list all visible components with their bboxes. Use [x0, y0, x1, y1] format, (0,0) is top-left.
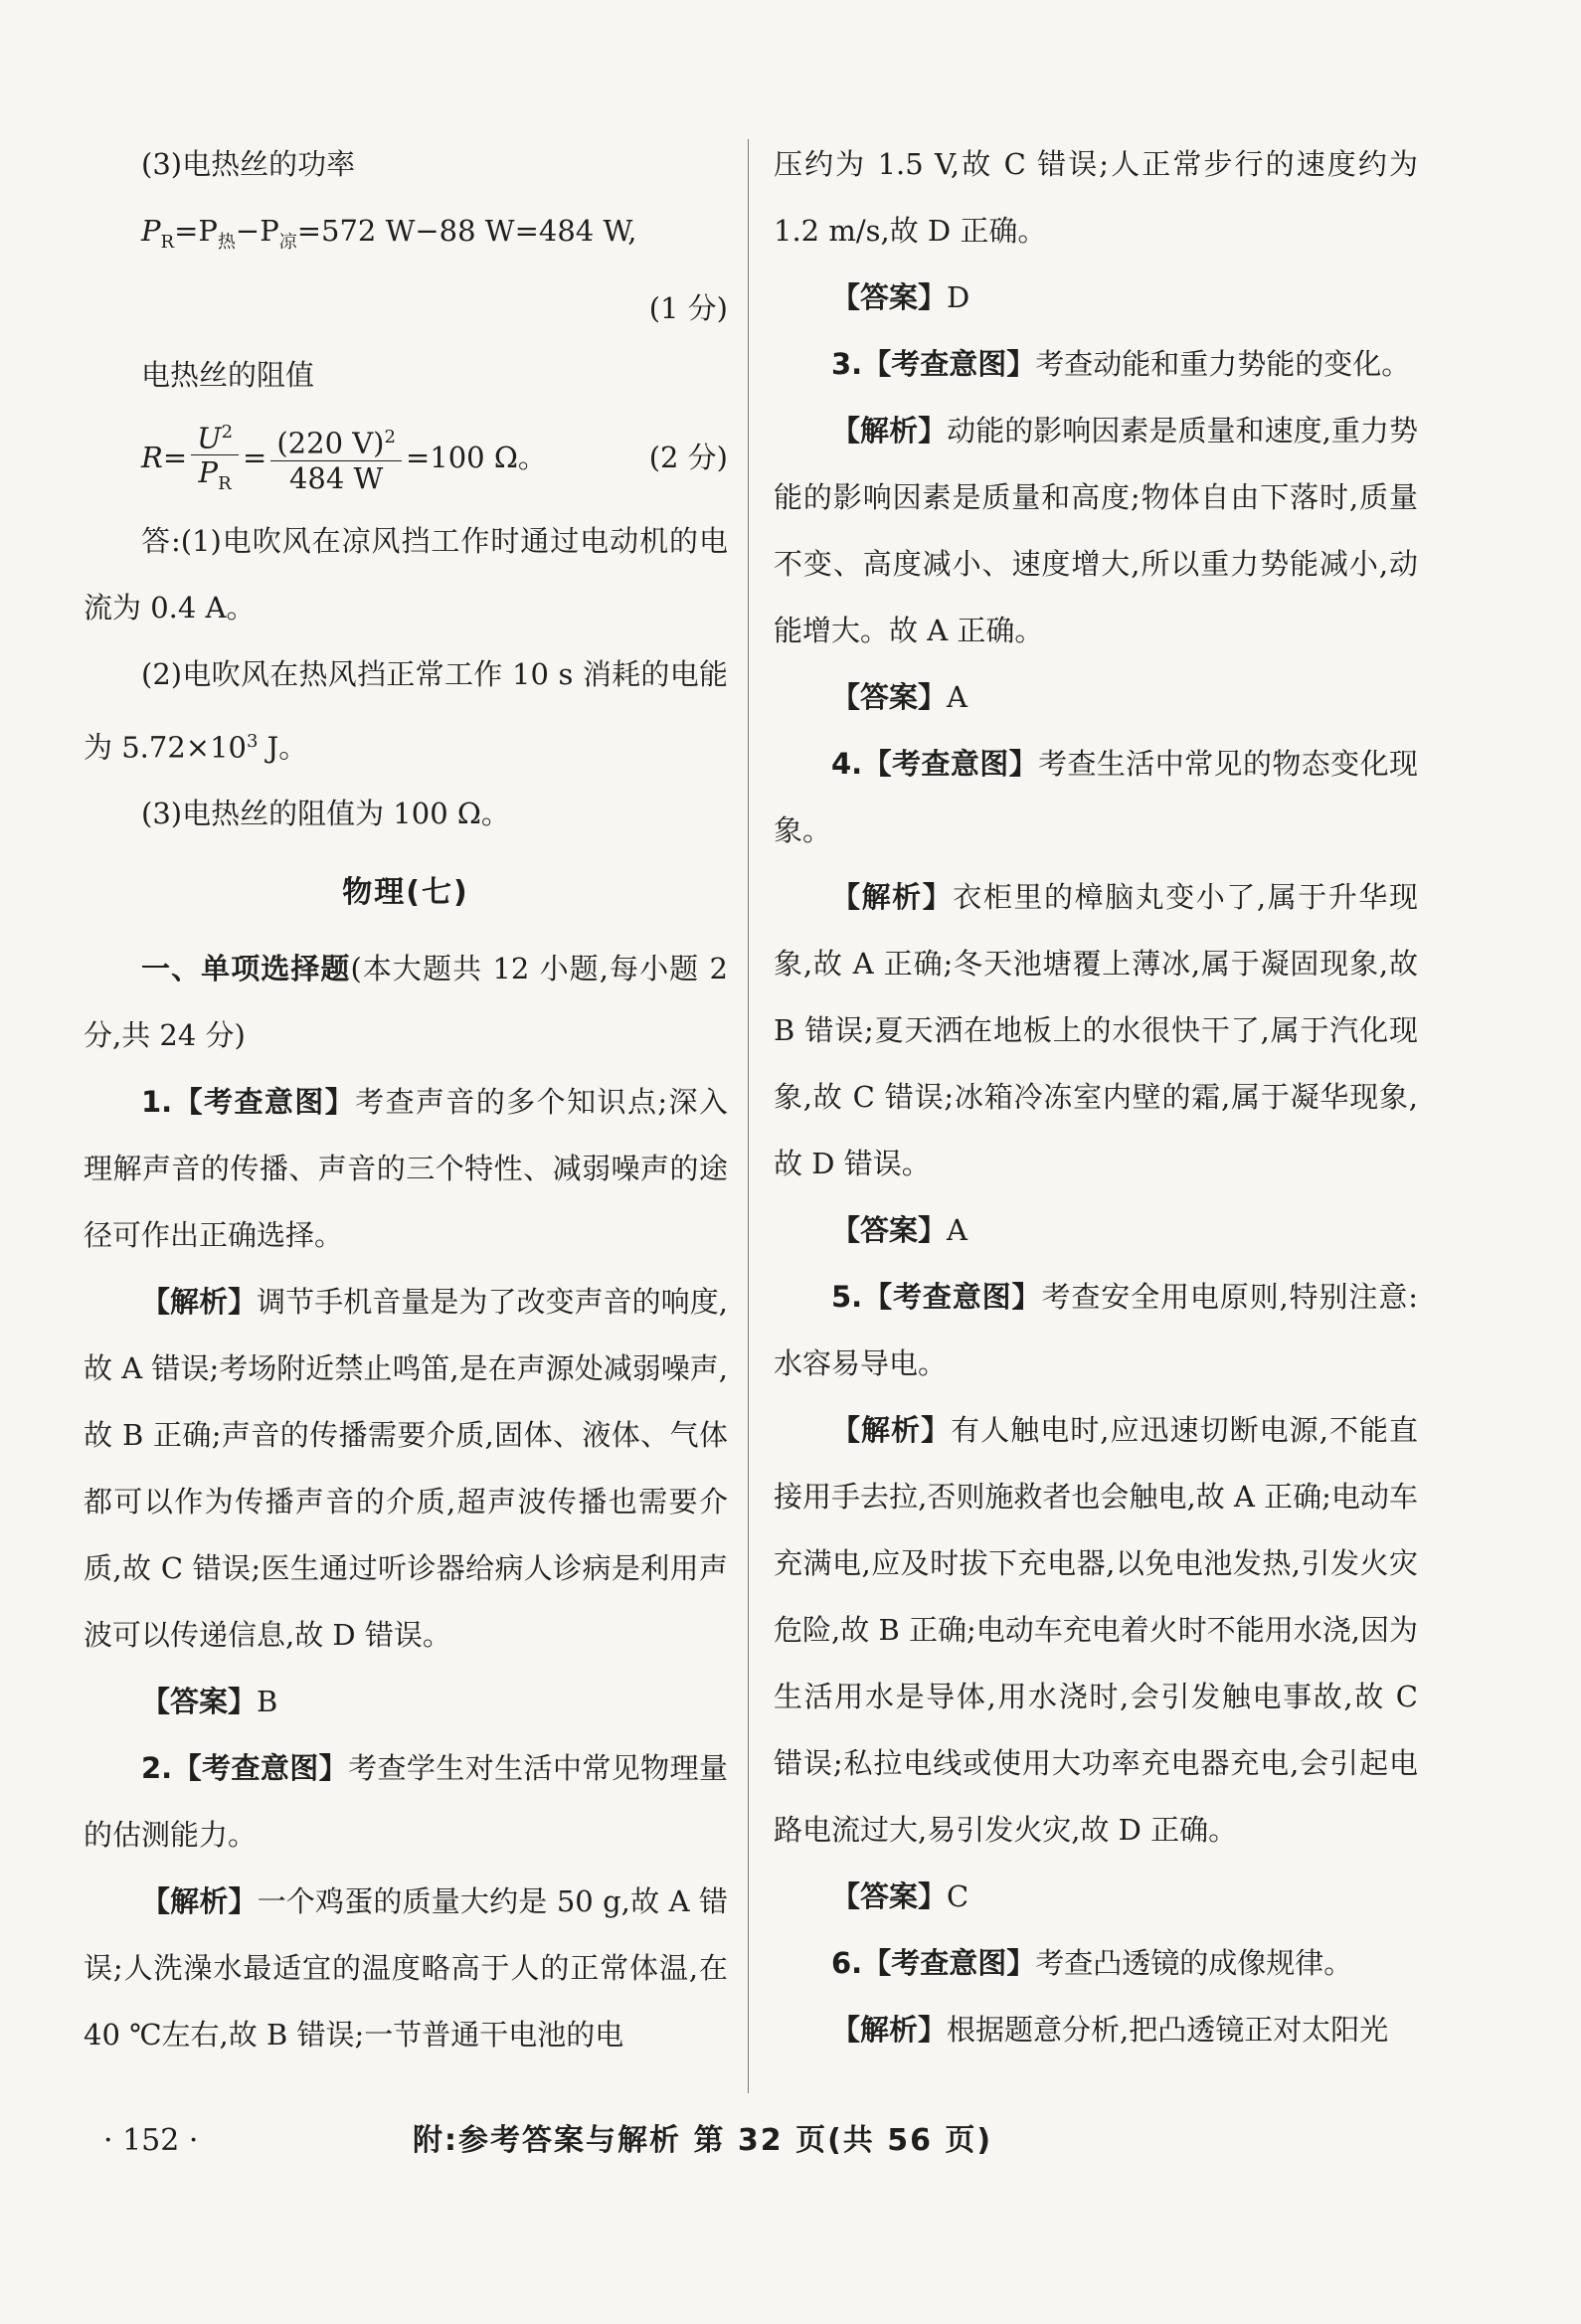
- q3-intent: 3.【考查意图】考查动能和重力势能的变化。: [831, 347, 1411, 381]
- q4-explanation: 【解析】衣柜里的樟脑丸变小了,属于升华现象,故 A 正确;冬天池塘覆上薄冰,属于凝固现象,故 B 错误;夏天洒在地板上的水很快干了,属于汽化现象,故 C 错误;冰箱冷冻室内壁的霜,属于凝华现象,故 D 错误。: [774, 880, 1418, 1180]
- q1-answer: 【答案】B: [141, 1685, 278, 1719]
- resistance-equation: R= $\frac{U^2}{P_R}$ = $\frac{(220 V)^2}{484 W}$ =100 Ω。 (2 分): [84, 409, 728, 508]
- page-number: · 152 ·: [103, 2123, 199, 2158]
- left-column: [84, 131, 728, 2068]
- q2-answer: 【答案】D: [831, 280, 970, 314]
- q1-intent: 1.【考查意图】考查声音的多个知识点;深入理解声音的传播、声音的三个特性、减弱噪声的途径可作出正确选择。: [84, 1085, 728, 1253]
- q3-answer: 【答案】A: [831, 680, 967, 714]
- answer-3: (3)电热丝的阻值为 100 Ω。: [141, 797, 510, 831]
- page-footer: [0, 2116, 1581, 2166]
- q2-intent: 2.【考查意图】考查学生对生活中常见物理量的估测能力。: [84, 1751, 728, 1853]
- answer-2: (2)电吹风在热风挡正常工作 10 s 消耗的电能为 $5.72\times 10^3$ J。: [84, 656, 728, 765]
- q5-answer: 【答案】C: [831, 1879, 969, 1913]
- q4-answer: 【答案】A: [831, 1213, 967, 1247]
- part-heading: 一、单项选择题(本大题共 12 小题,每小题 2 分,共 24 分): [84, 952, 728, 1053]
- q6-intent: 6.【考查意图】考查凸透镜的成像规律。: [831, 1946, 1353, 1980]
- q2-explanation: 【解析】一个鸡蛋的质量大约是 50 g,故 A 错误;人洗澡水最适宜的温度略高于人的正常体温,在 40 ℃左右,故 B 错误;一节普通干电池的电: [84, 1884, 728, 2053]
- footer-caption: 附:参考答案与解析 第 32 页(共 56 页): [413, 2123, 993, 2158]
- section-title: 物理(七): [342, 875, 469, 911]
- q2-explanation-cont: 压约为 1.5 V,故 C 错误;人正常步行的速度约为 1.2 m/s,故 D 正确。: [774, 147, 1418, 248]
- power-equation: $P_R=P_热-P_凉=572$ W−88 W=484 W,: [141, 214, 637, 253]
- q1-explanation: 【解析】调节手机音量是为了改变声音的响度,故 A 错误;考场附近禁止鸣笛,是在声源处减弱噪声,故 B 正确;声音的传播需要介质,固体、液体、气体都可以作为传播声音的介质,超声波传播也需要介质,故 C 错误;医生通过听诊器给病人诊病是利用声波可以传递信息,故 D 错误。: [84, 1285, 728, 1653]
- score-note: (2 分): [648, 441, 728, 475]
- q4-intent: 4.【考查意图】考查生活中常见的物态变化现象。: [774, 747, 1418, 847]
- text-line: (3)电热丝的功率: [141, 147, 356, 181]
- q6-explanation: 【解析】根据题意分析,把凸透镜正对太阳光: [831, 2013, 1389, 2047]
- score-note: (1 分): [648, 290, 728, 325]
- column-divider: [748, 139, 749, 2093]
- text-line: 电热丝的阻值: [141, 357, 315, 392]
- q5-explanation: 【解析】有人触电时,应迅速切断电源,不能直接用手去拉,否则施救者也会触电,故 A 正确;电动车充满电,应及时拔下充电器,以免电池发热,引发火灾危险,故 B 正确;电动车充电着火时不能用水浇,因为生活用水是导体,用水浇时,会引发触电事故,故 C 错误;私拉电线或使用大功率充电器充电,会引起电路电流过大,易引发火灾,故 D 正确。: [774, 1413, 1418, 1847]
- fraction: $\frac{U^2}{P_R}$: [191, 416, 239, 501]
- right-column: [774, 131, 1418, 2063]
- q3-explanation: 【解析】动能的影响因素是质量和速度,重力势能的影响因素是质量和高度;物体自由下落时,质量不变、高度减小、速度增大,所以重力势能减小,动能增大。故 A 正确。: [774, 414, 1418, 647]
- answer-1: 答:(1)电吹风在凉风挡工作时通过电动机的电流为 0.4 A。: [84, 523, 728, 625]
- fraction: $\frac{(220 V)^2}{484 W}$: [270, 421, 402, 495]
- q5-intent: 5.【考查意图】考查安全用电原则,特别注意:水容易导电。: [774, 1280, 1418, 1380]
